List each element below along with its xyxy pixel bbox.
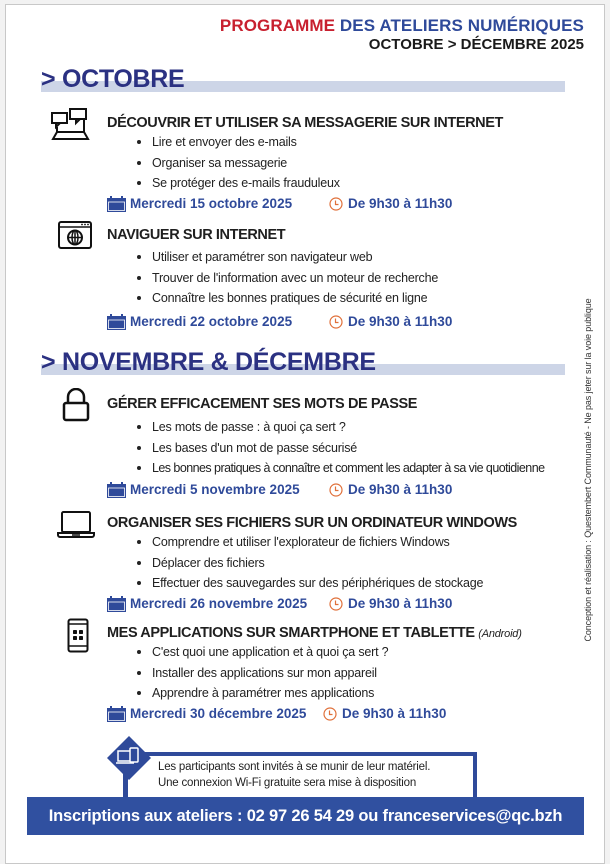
workshop-time: De 9h30 à 11h30 <box>348 314 453 329</box>
topic-item: Connaître les bonnes pratiques de sécurité en ligne <box>152 288 438 309</box>
calendar-icon <box>107 482 126 498</box>
workshop-title: NAVIGUER SUR INTERNET <box>107 227 286 243</box>
registration-contact: Inscriptions aux ateliers : 02 97 26 54 29 ou franceservices@qc.bzh <box>48 806 563 825</box>
topic-item: Les mots de passe : à quoi ça sert ? <box>152 417 545 438</box>
page-subtitle: OCTOBRE > DÉCEMBRE 2025 <box>368 36 584 53</box>
title-ateliers: DES ATELIERS NUMÉRIQUES <box>339 16 584 35</box>
credits-note: Conception et réalisation : Questembert Communauté - Ne pas jeter sur la voie publique <box>583 298 593 642</box>
clock-icon <box>329 597 343 611</box>
topic-item: Lire et envoyer des e-mails <box>152 132 340 153</box>
workshop-applications <box>50 618 570 726</box>
clock-icon <box>329 483 343 497</box>
workshop-topics <box>135 132 340 194</box>
clock-icon <box>329 197 343 211</box>
workshop-topics <box>135 417 545 479</box>
info-line-1: Les participants sont invités à se munir de leur matériel. <box>158 761 431 773</box>
workshop-title: DÉCOUVRIR ET UTILISER SA MESSAGERIE SUR INTERNET <box>107 115 503 131</box>
workshop-topics <box>135 532 483 594</box>
smartphone-apps-icon <box>67 618 89 654</box>
workshop-date: Mercredi 30 décembre 2025 <box>130 706 307 721</box>
topic-item: Organiser sa messagerie <box>152 153 340 174</box>
section-heading-octobre <box>41 64 565 92</box>
clock-icon <box>329 315 343 329</box>
workshop-mots-de-passe <box>50 388 570 500</box>
page-title <box>220 16 584 36</box>
calendar-icon <box>107 706 126 722</box>
workshop-title: GÉRER EFFICACEMENT SES MOTS DE PASSE <box>107 396 418 412</box>
topic-item: Déplacer des fichiers <box>152 553 483 574</box>
clock-icon <box>323 707 337 721</box>
workshop-title: ORGANISER SES FICHIERS SUR UN ORDINATEUR WINDOWS <box>107 515 517 531</box>
workshop-date: Mercredi 15 octobre 2025 <box>130 196 293 211</box>
workshop-time: De 9h30 à 11h30 <box>348 482 453 497</box>
calendar-icon <box>107 314 126 330</box>
workshop-time: De 9h30 à 11h30 <box>348 596 453 611</box>
workshop-title-note: (Android) <box>478 628 522 640</box>
topic-item: Effectuer des sauvegardes sur des périphériques de stockage <box>152 573 483 594</box>
workshop-time: De 9h30 à 11h30 <box>342 706 447 721</box>
workshop-time: De 9h30 à 11h30 <box>348 196 453 211</box>
topic-item: Les bonnes pratiques à connaître et comment les adapter à sa vie quotidienne <box>152 458 545 479</box>
calendar-icon <box>107 196 126 212</box>
workshop-navigation <box>50 221 570 331</box>
topic-item: Les bases d'un mot de passe sécurisé <box>152 438 545 459</box>
chat-laptop-icon <box>50 108 92 142</box>
workshop-topics <box>135 642 388 704</box>
topic-item: Apprendre à paramétrer mes applications <box>152 683 388 704</box>
topic-item: Utiliser et paramétrer son navigateur web <box>152 247 438 268</box>
header <box>220 16 584 54</box>
title-programme: PROGRAMME <box>219 16 336 35</box>
devices-icon <box>107 736 151 780</box>
topic-item: Trouver de l'information avec un moteur de recherche <box>152 268 438 289</box>
workshop-fichiers-windows <box>50 510 570 615</box>
section-label: > OCTOBRE <box>41 65 185 93</box>
info-box <box>124 752 477 798</box>
workshop-title-text: MES APPLICATIONS SUR SMARTPHONE ET TABLETTE <box>107 625 475 641</box>
workshop-messagerie <box>50 108 570 218</box>
padlock-icon <box>62 388 90 422</box>
section-label: > NOVEMBRE & DÉCEMBRE <box>41 348 376 376</box>
info-line-2: Une connexion Wi-Fi gratuite sera mise à disposition <box>158 777 417 789</box>
topic-item: Se protéger des e-mails frauduleux <box>152 173 340 194</box>
browser-globe-icon <box>58 221 92 251</box>
calendar-icon <box>107 596 126 612</box>
topic-item: C'est quoi une application et à quoi ça sert ? <box>152 642 388 663</box>
workshop-date: Mercredi 5 novembre 2025 <box>130 482 300 497</box>
workshop-title <box>107 624 522 643</box>
topic-item: Comprendre et utiliser l'explorateur de fichiers Windows <box>152 532 483 553</box>
workshop-date: Mercredi 26 novembre 2025 <box>130 596 308 611</box>
topic-item: Installer des applications sur mon appareil <box>152 663 388 684</box>
workshop-date: Mercredi 22 octobre 2025 <box>130 314 293 329</box>
workshop-topics <box>135 247 438 309</box>
registration-banner <box>27 797 584 835</box>
section-heading-novembre-decembre <box>41 347 565 375</box>
laptop-icon <box>57 510 95 540</box>
